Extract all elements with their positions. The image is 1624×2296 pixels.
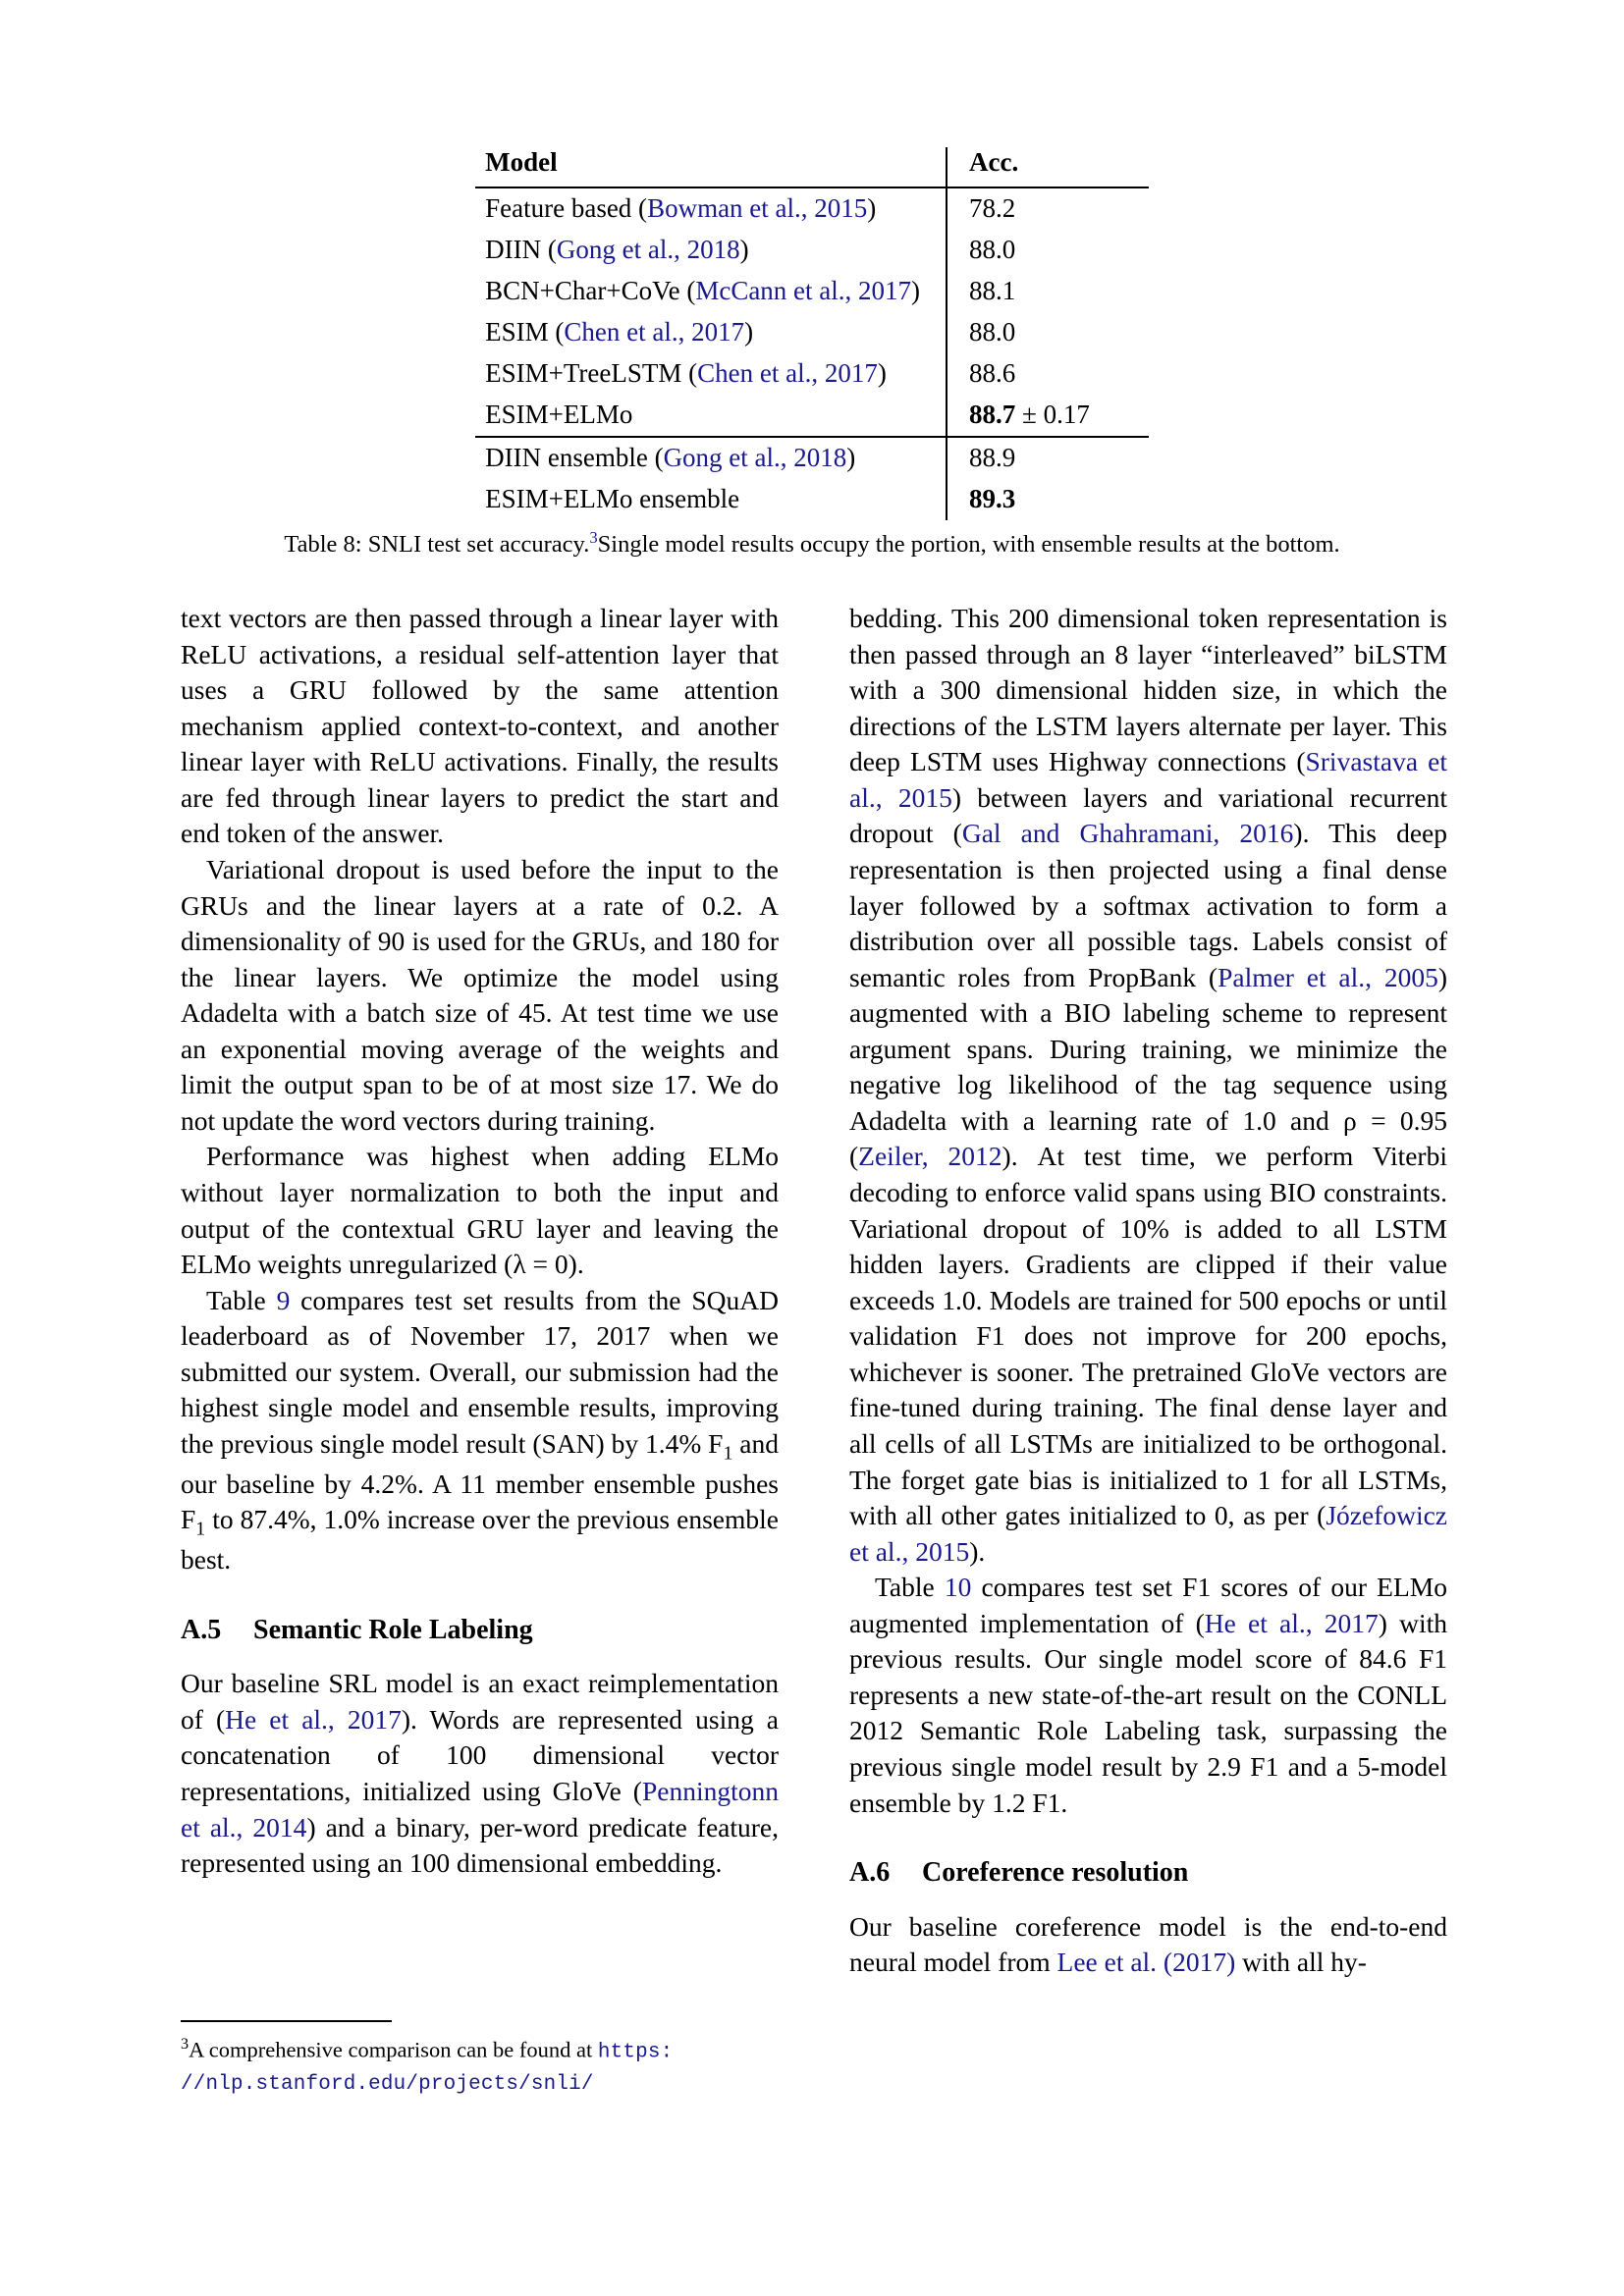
citation-link[interactable]: Palmer et al., 2005 [1218,961,1438,992]
cell-accuracy [947,395,1149,437]
column-header-model: Model [485,147,558,177]
cell-accuracy: 78.2 [947,187,1149,230]
citation-link[interactable]: McCann et al., 2017 [695,276,912,305]
left-column [181,601,779,1981]
snli-results-table [475,147,1149,520]
cell-model [475,230,947,271]
table-header-row [475,147,1149,187]
cell-accuracy: 88.1 [947,271,1149,312]
citation-link[interactable]: Gal and Ghahramani, 2016 [961,818,1294,849]
paragraph-text: ) augmented with a BIO labeling scheme to represent argument spans. During training, we minimize the negative log likelihood of the tag sequence using Adadelta with a learning rate of 1.0 and [849,961,1448,1136]
table-reference-link[interactable]: 10 [944,1572,972,1603]
cell-accuracy: 88.6 [947,353,1149,395]
paragraph-text: ) between layers and variational recurrent dropout ( [849,781,1447,849]
model-name: ESIM+ELMo ensemble [485,484,740,513]
cell-model [475,479,947,520]
cell-model [475,395,947,437]
cell-accuracy: 89.3 [947,479,1149,520]
paragraph-text: compares test set results from the SQuAD leaderboard as of November 17, 2017 when we submitted our system. Overall, our submission had the highest single model and ensemble results, improving the previous single model result (SAN) by 1.4% F [181,1284,780,1459]
table-8-container [0,147,1624,520]
paragraph: Variational dropout is used before the input to the GRUs and the linear layers at a rate of 0.2. A dimensionality of 90 is used for the GRUs, and 180 for the linear layers. We optimize the model using Adadelta with a batch size of 45. At test time we use an exponential moving average of the weights and limit the output span to be of at most size 17. We do not update the word vectors during training. [181,853,779,1136]
footnote-body: A comprehensive comparison can be found at [189,2037,598,2062]
paragraph-text: Table [875,1572,945,1603]
footnote-url-part1[interactable]: https: [597,2041,674,2064]
cell-model [475,312,947,353]
math-lambda: λ = 0 [513,1249,568,1280]
citation-link[interactable]: Gong et al., 2018 [556,235,740,264]
right-column [849,601,1447,1981]
model-name-tail: ) [744,317,754,347]
table-row [475,230,1149,271]
model-name-tail: ) [867,193,877,223]
table-row [475,437,1149,479]
paragraph-text: ) with previous results. Our single model score of 84.6 F1 represents a new state-of-the-art result on the CONLL 2012 Semantic Role Labeling task, surpassing the previous single model result by 2.9 F1 and a 5-model ensemble by 1.2 F1. [849,1607,1447,1818]
table-caption [0,528,1624,559]
paragraph [181,1283,779,1578]
footnote-text [181,2034,779,2099]
f1-subscript: 1 [195,1518,206,1540]
citation-link[interactable]: Bowman et al., 2015 [647,193,868,223]
footnote-number: 3 [181,2035,189,2053]
citation-link[interactable]: Penningtonn et al., 2014 [181,1776,779,1842]
citation-link[interactable]: Lee et al. (2017) [1056,1947,1236,1978]
citation-link[interactable]: He et al., 2017 [225,1703,402,1735]
paragraph-text: ). At test time, we perform Viterbi decoding to enforce valid spans using BIO constraints. Variational dropout of 10% is added to all LSTM hidden layers. Gradients are clipped if their value exceeds 1.0. Models are trained for 500 epochs or until validation F1 does not improve for 200 epochs, whichever is sooner. The pretrained GloVe vectors are fine-tuned during training. The final dense layer and all cells of all LSTMs are initialized to be orthogonal. The forget gate bias is initialized to 1 for all LSTMs, with all other gates initialized to 0, as per ( [849,1141,1447,1531]
paragraph-text: Our baseline SRL model is an exact reimplementation of ( [181,1668,779,1735]
section-title: Semantic Role Labeling [253,1614,533,1645]
caption-text-before: SNLI test set accuracy. [361,531,590,559]
model-name: DIIN ( [485,235,557,264]
cell-accuracy: 88.0 [947,312,1149,353]
table-row [475,312,1149,353]
model-name: ESIM+TreeLSTM ( [485,358,698,388]
paragraph: text vectors are then passed through a linear layer with ReLU activations, a residual self-attention layer that uses a GRU followed by the same attention mechanism applied context-to-context, and another linear layer with ReLU activations. Finally, the results are fed through linear layers to predict the start and end token of the answer. [181,603,779,849]
paragraph-text-tail: ). [568,1249,584,1280]
model-name-tail: ) [877,358,887,388]
paragraph-text: ). Words are represented using a concatenation of 100 dimensional vector representations, initialized using GloVe ( [181,1703,779,1806]
table-row [475,187,1149,230]
model-name-tail: ) [846,443,856,472]
citation-link[interactable]: Chen et al., 2017 [697,358,878,388]
model-name-tail: ) [911,276,921,305]
paragraph-text: ( [849,1141,859,1172]
footnote-marker[interactable]: 3 [589,528,598,547]
paragraph-text: with all hy- [1235,1947,1367,1978]
model-name-tail: ) [739,235,749,264]
model-name: DIIN ensemble ( [485,443,664,472]
paragraph-text: Table [206,1284,277,1315]
cell-accuracy: 88.0 [947,230,1149,271]
model-name: ESIM ( [485,317,565,347]
paragraph-text: ). This deep representation is then projected using a final dense layer followed by a softmax activation to form a distribution over all possible tags. Labels consist of semantic roles from PropBank ( [849,818,1448,992]
paragraph-text: ). [969,1535,986,1567]
table-row [475,271,1149,312]
paragraph [849,1909,1447,1981]
table-row [475,479,1149,520]
citation-link[interactable]: Gong et al., 2018 [663,443,847,472]
citation-link[interactable]: Srivastava et al., 2015 [849,746,1447,813]
model-name: Feature based ( [485,193,648,223]
section-title: Coreference resolution [922,1857,1189,1889]
cell-model [475,187,947,230]
section-number: A.6 [849,1857,891,1889]
citation-link[interactable]: Zeiler, 2012 [858,1141,1002,1172]
paragraph [849,1570,1447,1821]
math-rho: ρ = 0.95 [1343,1104,1448,1136]
paragraph-text: Performance was highest when adding ELMo without layer normalization to both the input and output of the contextual GRU layer and leaving the ELMo weights unregularized ( [181,1141,779,1280]
cell-accuracy: 88.9 [947,437,1149,479]
paragraph-text: bedding. This 200 dimensional token representation is then passed through an 8 layer “interleaved” biLSTM with a 300 dimensional hidden size, in which the directions of the LSTM layers alternate per layer. This deep LSTM uses Highway connections ( [849,603,1447,777]
column-header-acc: Acc. [947,147,1149,187]
model-name: BCN+Char+CoVe ( [485,276,696,305]
citation-link[interactable]: He et al., 2017 [1204,1607,1379,1638]
citation-link[interactable]: Chen et al., 2017 [564,317,745,347]
footnote-rule [181,2020,392,2022]
footnote-url-part2[interactable]: //nlp.stanford.edu/projects/snli/ [181,2072,594,2096]
paragraph [181,1666,779,1881]
f1-subscript: 1 [723,1442,733,1465]
paragraph-text: and our baseline by 4.2%. A 11 member ensemble pushes F [181,1427,779,1535]
cell-model [475,353,947,395]
model-name: ESIM+ELMo [485,400,633,429]
cell-model [475,271,947,312]
section-heading-a6 [849,1856,1447,1890]
paragraph-text: compares test set F1 scores of our ELMo augmented implementation of ( [849,1572,1447,1638]
section-heading-a5 [181,1614,779,1647]
cell-model [475,437,947,479]
caption-text-after: Single model results occupy the portion, with ensemble results at the bottom. [597,531,1340,559]
paragraph-text: to 87.4%, 1.0% increase over the previous ensemble best. [181,1504,779,1575]
table-row [475,353,1149,395]
accuracy-value: 88.7 [969,400,1016,429]
paragraph-text: ) and a binary, per-word predicate feature, represented using an 100 dimensional embedding. [181,1811,779,1879]
accuracy-stddev: ± 0.17 [1015,400,1090,429]
table-body [475,187,1149,520]
table-head [475,147,1149,187]
body-columns [181,601,1447,1981]
paragraph-text: Our baseline coreference model is the end-to-end neural model from [849,1910,1447,1978]
caption-label: Table 8: [284,531,362,559]
table-row [475,395,1149,437]
section-number: A.5 [181,1614,222,1645]
table-reference-link[interactable]: 9 [276,1284,291,1315]
citation-link[interactable]: Józefowicz et al., 2015 [849,1500,1447,1567]
footnote-block [181,2020,779,2099]
paragraph [849,601,1447,1570]
paragraph [181,1139,779,1282]
